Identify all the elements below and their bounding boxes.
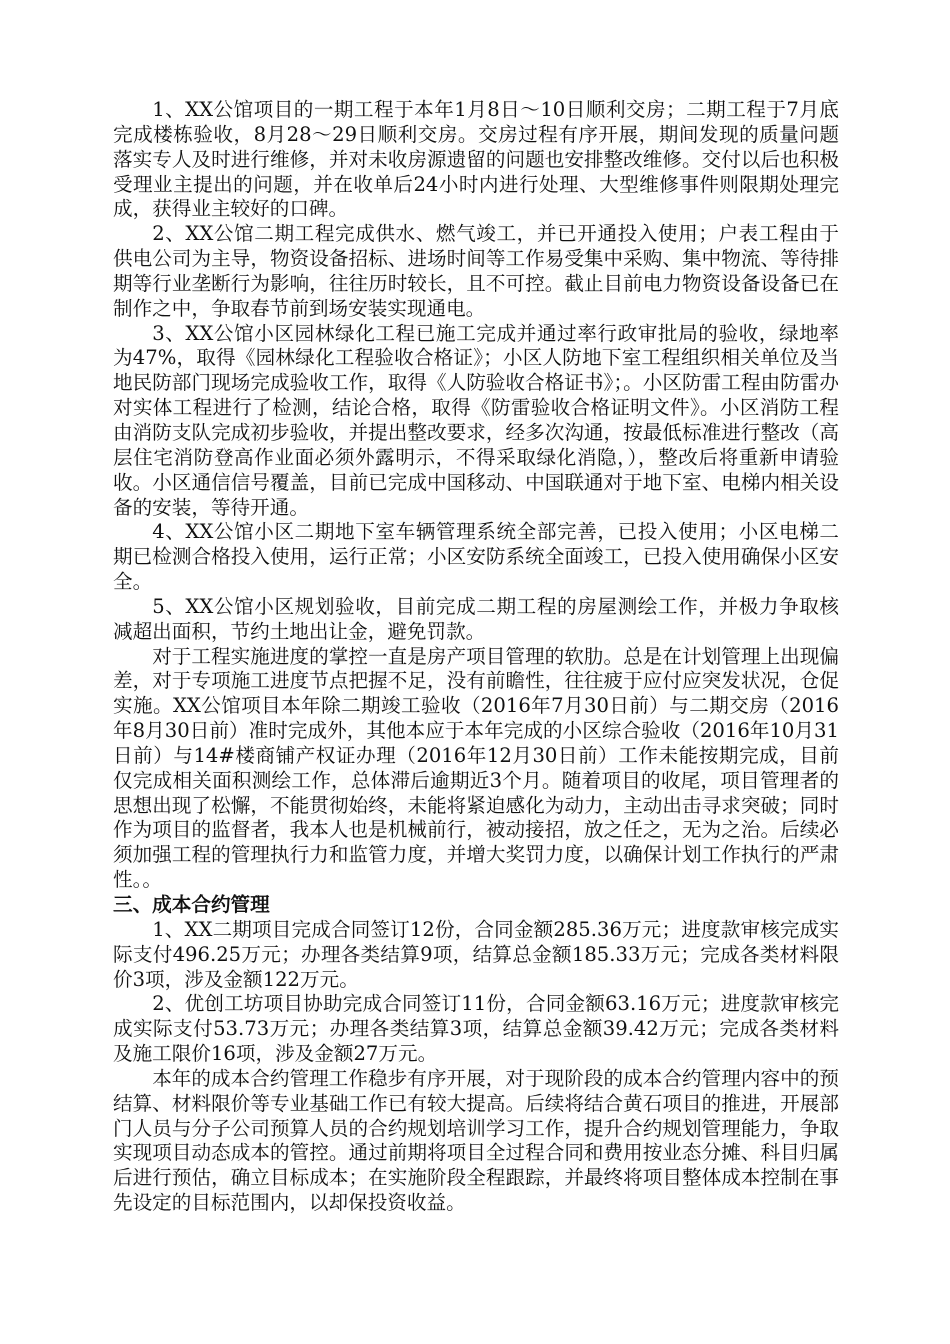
- paragraph-acceptance: 3、XX公馆小区园林绿化工程已施工完成并通过率行政审批局的验收，绿地率为47%，取得《园林绿化工程验收合格证》；小区人防地下室工程组织相关单位及当地民防部门现场完成验收工作，取得《人防验收合格证书》；。小区防雷工程由防雷办对实体工程进行了检测，结论合格，取得《防雷验收合格证明文件》。小区消防工程由消防支队完成初步验收，并提出整改要求，经多次沟通，按最低标准进行整改（高层住宅消防登高作业面必须外露明示，不得采取绿化消隐，），整改后将重新申请验收。小区通信信号覆盖，目前已完成中国移动、中国联通对于地下室、电梯内相关设备的安装，等待开通。: [113, 321, 839, 519]
- paragraph-contracts-workshop: 2、优创工坊项目协助完成合同签订11份，合同金额63.16万元；进度款审核完成实际支付53.73万元；办理各类结算3项，结算总金额39.42万元；完成各类材料及施工限价16项，涉及金额27万元。: [113, 992, 839, 1066]
- paragraph-utilities: 2、XX公馆二期工程完成供水、燃气竣工，并已开通投入使用；户表工程由于供电公司为主导，物资设备招标、进场时间等工作易受集中采购、集中物流、等待排期等行业垄断行为影响，往往历时较长，且不可控。截止目前电力物资设备设备已在制作之中，争取春节前到场安装实现通电。: [113, 222, 839, 320]
- paragraph-systems: 4、XX公馆小区二期地下室车辆管理系统全部完善，已投入使用；小区电梯二期已检测合格投入使用，运行正常；小区安防系统全面竣工，已投入使用确保小区安全。: [113, 520, 839, 594]
- paragraph-planning: 5、XX公馆小区规划验收，目前完成二期工程的房屋测绘工作，并极力争取核减超出面积，节约土地出让金，避免罚款。: [113, 594, 839, 643]
- paragraph-cost-summary: 本年的成本合约管理工作稳步有序开展，对于现阶段的成本合约管理内容中的预结算、材料限价等专业基础工作已有较大提高。后续将结合黄石项目的推进，开展部门人员与分子公司预算人员的合约规划培训学习工作，提升合约规划管理能力，争取实现项目动态成本的管控。通过前期将项目全过程合同和费用按业态分摊、科目归属后进行预估，确立目标成本；在实施阶段全程跟踪，并最终将项目整体成本控制在事先设定的目标范围内，以却保投资收益。: [113, 1066, 839, 1215]
- document-page: [113, 98, 839, 1216]
- paragraph-progress-control: 对于工程实施进度的掌控一直是房产项目管理的软肋。总是在计划管理上出现偏差，对于专项施工进度节点把握不足，没有前瞻性，往往疲于应付应突发状况，仓促实施。XX公馆项目本年除二期竣工验收（2016年7月30日前）与二期交房（2016年8月30日前）准时完成外，其他本应于本年完成的小区综合验收（2016年10月31日前）与14#楼商铺产权证办理（2016年12月30日前）工作未能按期完成，目前仅完成相关面积测绘工作，总体滞后逾期近3个月。随着项目的收尾，项目管理者的思想出现了松懈，不能贯彻始终，未能将紧迫感化为动力，主动出击寻求突破；同时作为项目的监督者，我本人也是机械前行，被动接招，放之任之，无为之治。后续必须加强工程的管理执行力和监管力度，并增大奖罚力度，以确保计划工作执行的严肃性。。: [113, 644, 839, 892]
- paragraph-contracts-phase2: 1、XX二期项目完成合同签订12份，合同金额285.36万元；进度款审核完成实际支付496.25万元；办理各类结算9项，结算总金额185.33万元；完成各类材料限价3项，涉及金额122万元。: [113, 917, 839, 991]
- paragraph-handover: 1、XX公馆项目的一期工程于本年1月8日～10日顺利交房；二期工程于7月底完成楼栋验收，8月28～29日顺利交房。交房过程有序开展，期间发现的质量问题落实专人及时进行维修，并对未收房源遗留的问题也安排整改维修。交付以后也积极受理业主提出的问题，并在收单后24小时内进行处理、大型维修事件则限期处理完成，获得业主较好的口碑。: [113, 98, 839, 221]
- section-heading: 三、成本合约管理: [113, 893, 270, 916]
